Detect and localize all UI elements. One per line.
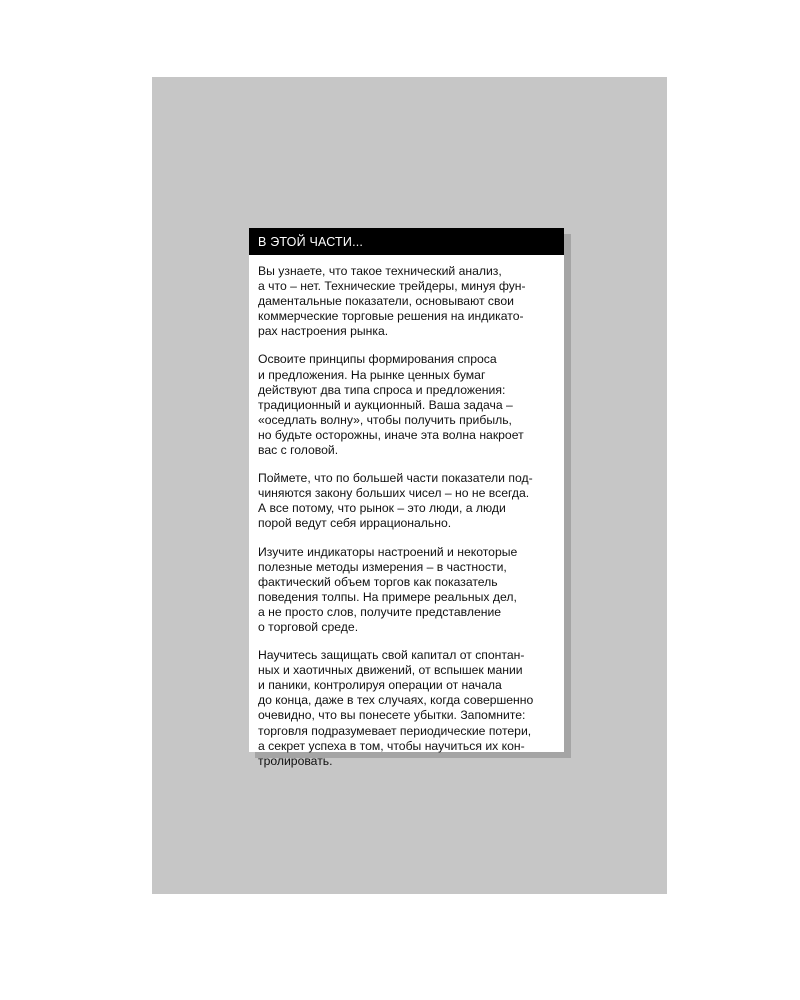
text-line: Вы узнаете, что такое технический анализ, [258,264,502,278]
paragraph-2 [258,352,556,458]
text-line: полезные методы измерения – в частности, [258,559,507,574]
text-line: вас с головой. [258,443,339,458]
box-title: В ЭТОЙ ЧАСТИ... [249,228,564,255]
text-line: рах настроения рынка. [258,324,389,339]
text-line: порой ведут себя иррационально. [258,516,452,531]
text-line: «оседлать волну», чтобы получить прибыль, [258,412,512,427]
text-line: а секрет успеха в том, чтобы научиться их кон- [258,738,525,753]
text-line: фактический объем торгов как показатель [258,574,498,589]
text-line: даментальные показатели, основывают свои [258,294,514,309]
paragraph-5 [258,648,556,769]
text-line: чиняются закону больших чисел – но не всегда. [258,486,530,501]
text-line: а не просто слов, получите представление [258,604,502,619]
text-line: а что – нет. Технические трейдеры, минуя фун- [258,279,526,294]
text-line: но будьте осторожны, иначе эта волна накроет [258,427,524,442]
text-line: тролировать. [258,753,333,768]
text-line: Освоите принципы формирования спроса [258,352,497,367]
text-line: традиционный и аукционный. Ваша задача – [258,397,513,412]
text-line: и паники, контролируя операции от начала [258,678,502,693]
text-line: очевидно, что вы понесете убытки. Запомните: [258,708,526,723]
text-line: Научитесь защищать свой капитал от спонтан- [258,648,525,663]
text-line: Поймете, что по большей части показатели под- [258,471,533,486]
text-line: Изучите индикаторы настроений и некоторые [258,544,518,559]
text-line: А все потому, что рынок – это люди, а люди [258,501,506,516]
text-line: торговля подразумевает периодические потери, [258,723,532,738]
paragraph-3 [258,471,556,531]
text-line: и предложения. На рынке ценных бумаг [258,367,486,382]
text-line: до конца, даже в тех случаях, когда совершенно [258,693,534,708]
text-line: коммерческие торговые решения на индикато- [258,309,524,324]
text-line: ных и хаотичных движений, от вспышек мании [258,663,523,678]
paragraph-4 [258,545,556,636]
box-body [249,255,564,769]
sidebar-box [249,228,564,768]
text-line: поведения толпы. На примере реальных дел, [258,589,517,604]
text-line: действуют два типа спроса и предложения: [258,382,506,397]
text-line: о торговой среде. [258,619,359,634]
paragraph-1 [258,264,556,339]
